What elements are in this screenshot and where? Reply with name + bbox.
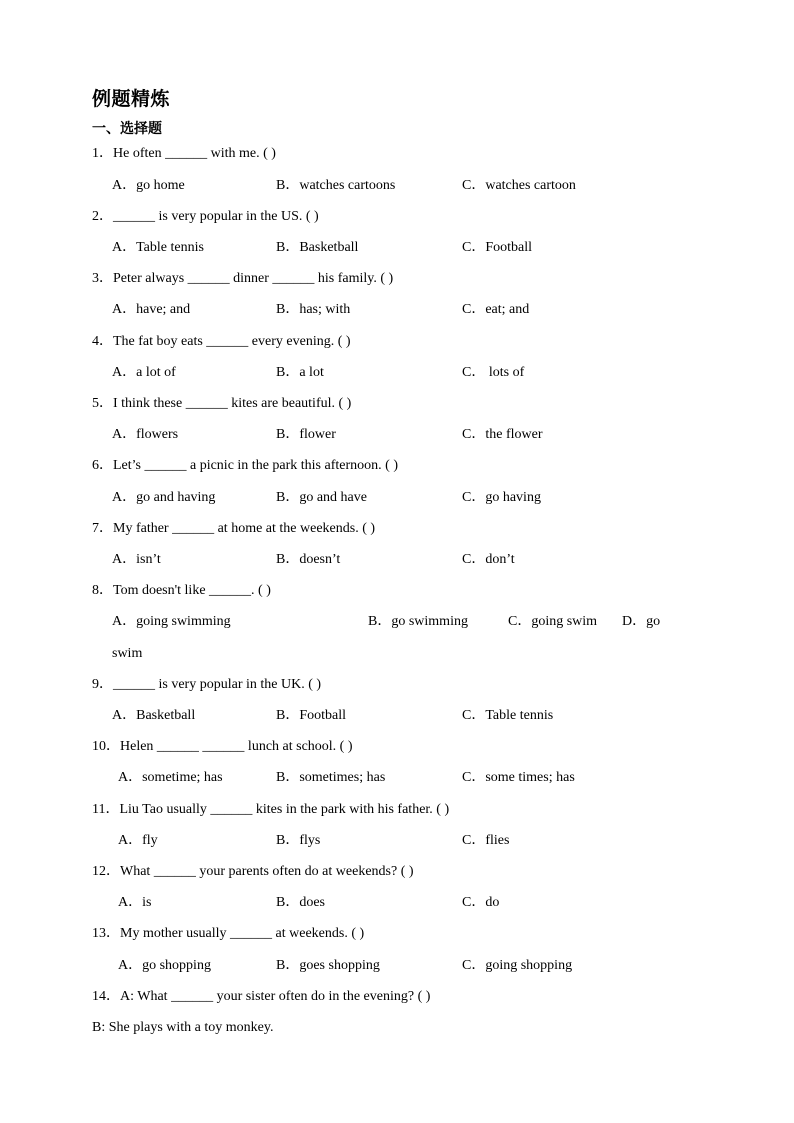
option-a: A．go and having [112, 490, 216, 505]
option-b: B．Football [276, 708, 347, 723]
option-b: B．goes shopping [276, 958, 380, 973]
option-c: C．the flower [462, 427, 543, 442]
option-b: B．doesn’t [276, 552, 341, 567]
option-a: A．Table tennis [112, 240, 204, 255]
question-stem: 9．______ is very popular in the UK. ( ) [92, 677, 322, 692]
option-d: D．go [622, 614, 661, 629]
question-stem: 7．My father ______ at home at the weekends. ( ) [92, 521, 376, 536]
option-c: C．Table tennis [462, 708, 554, 723]
option-b: B．watches cartoons [276, 178, 396, 193]
question-stem: 10．Helen ______ ______ lunch at school. ( ) [92, 739, 353, 754]
question-stem: 2．______ is very popular in the US. ( ) [92, 209, 319, 224]
option-a: A．is [118, 895, 152, 910]
option-a: A．have; and [112, 302, 191, 317]
question-stem: 3．Peter always ______ dinner ______ his family. ( ) [92, 271, 394, 286]
option-b: B．sometimes; has [276, 770, 386, 785]
option-d-continuation: swim [112, 646, 143, 661]
option-c: C．flies [462, 833, 510, 848]
dialogue-line: B: She plays with a toy monkey. [92, 1020, 274, 1035]
option-c: C．eat; and [462, 302, 530, 317]
option-c: C． lots of [462, 365, 525, 380]
option-b: B．flys [276, 833, 321, 848]
option-a: A．a lot of [112, 365, 176, 380]
option-b: B．Basketball [276, 240, 359, 255]
question-stem: 12．What ______ your parents often do at weekends? ( ) [92, 864, 414, 879]
page-title: 例题精炼 [92, 88, 171, 110]
option-c: C．do [462, 895, 500, 910]
option-a: A．sometime; has [118, 770, 223, 785]
question-stem: 8．Tom doesn't like ______. ( ) [92, 583, 271, 598]
option-a: A．go home [112, 178, 185, 193]
question-stem: 11．Liu Tao usually ______ kites in the park with his father. ( ) [92, 802, 450, 817]
option-a: A．fly [118, 833, 158, 848]
question-stem: 4．The fat boy eats ______ every evening. ( ) [92, 334, 351, 349]
option-c: C．watches cartoon [462, 178, 576, 193]
option-c: C．some times; has [462, 770, 575, 785]
question-stem: 13．My mother usually ______ at weekends. ( ) [92, 926, 365, 941]
question-stem: 5．I think these ______ kites are beautiful. ( ) [92, 396, 352, 411]
option-c: C．go having [462, 490, 541, 505]
option-b: B．a lot [276, 365, 324, 380]
option-a: A．going swimming [112, 614, 231, 629]
option-b: B．go swimming [368, 614, 468, 629]
option-c: C．going shopping [462, 958, 573, 973]
option-c: C．don’t [462, 552, 515, 567]
option-b: B．flower [276, 427, 336, 442]
option-a: A．isn’t [112, 552, 161, 567]
option-a: A．flowers [112, 427, 179, 442]
option-a: A．Basketball [112, 708, 196, 723]
question-stem: 6．Let’s ______ a picnic in the park this afternoon. ( ) [92, 458, 398, 473]
question-stem: 1．He often ______ with me. ( ) [92, 146, 276, 161]
option-c: C．Football [462, 240, 533, 255]
option-b: B．go and have [276, 490, 367, 505]
option-a: A．go shopping [118, 958, 211, 973]
section-heading: 一、选择题 [92, 121, 162, 137]
option-b: B．does [276, 895, 325, 910]
option-b: B．has; with [276, 302, 351, 317]
question-stem: 14．A: What ______ your sister often do in the evening? ( ) [92, 989, 431, 1004]
option-c: C．going swim [508, 614, 598, 629]
